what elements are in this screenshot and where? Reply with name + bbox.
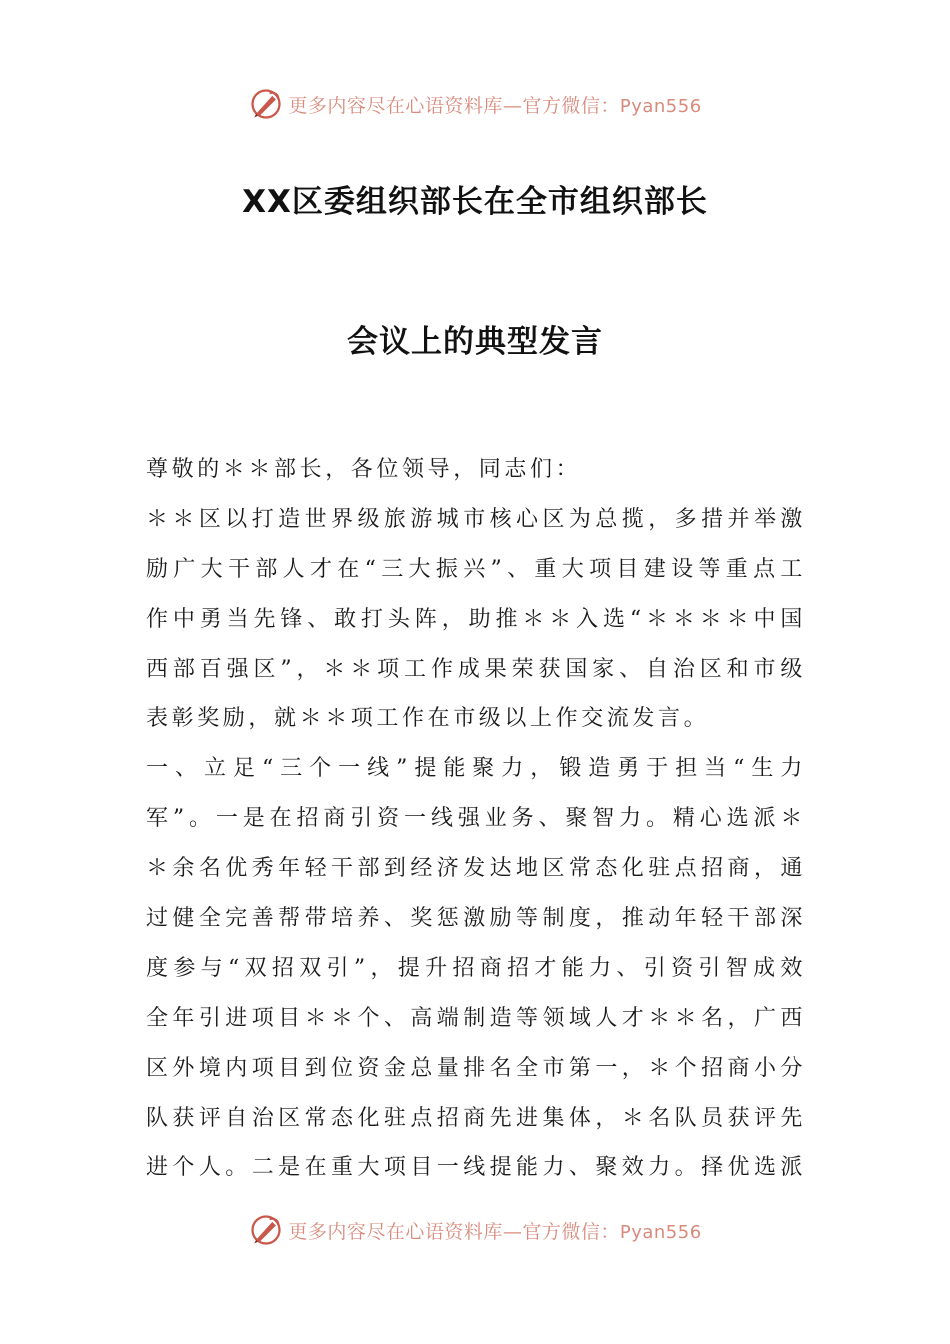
body-line: 区外境内项目到位资金总量排名全市第一，＊个招商小分 — [146, 1055, 806, 1081]
body-line: 全年引进项目＊＊个、高端制造等领域人才＊＊名，广西 — [146, 1005, 806, 1031]
document-body — [146, 445, 806, 1193]
body-line: 作中勇当先锋、敢打头阵，助推＊＊入选“＊＊＊＊中国 — [146, 606, 806, 632]
body-line: 过健全完善帮带培养、奖惩激励等制度，推动年轻干部深 — [146, 906, 806, 932]
body-line: ＊余名优秀年轻干部到经济发达地区常态化驻点招商，通 — [146, 856, 806, 882]
pen-logo-icon — [248, 86, 284, 122]
body-line: 一、立足“三个一线”提能聚力，锻造勇于担当“生力 — [146, 756, 806, 782]
header-watermark — [0, 84, 950, 124]
body-line: 表彰奖励，就＊＊项工作在市级以上作交流发言。 — [146, 706, 710, 732]
body-line: 尊敬的＊＊部长，各位领导，同志们： — [146, 457, 582, 482]
document-title-line-2: 会议上的典型发言 — [347, 324, 603, 360]
body-line: 军”。一是在招商引资一线强业务、聚智力。精心选派＊ — [146, 806, 806, 832]
body-line: 励广大干部人才在“三大振兴”、重大项目建设等重点工 — [146, 556, 806, 582]
body-line: 度参与“双招双引”，提升招商招才能力、引资引智成效 — [146, 955, 806, 981]
watermark-wechat-id: Pyan556 — [619, 1221, 702, 1243]
footer-watermark — [0, 1210, 950, 1250]
body-line: 进个人。二是在重大项目一线提能力、聚效力。择优选派 — [146, 1155, 806, 1181]
body-line: ＊＊区以打造世界级旅游城市核心区为总揽，多措并举激 — [146, 506, 806, 532]
pen-logo-icon — [248, 1212, 284, 1248]
watermark-text: 更多内容尽在心语资料库—官方微信： — [288, 94, 620, 117]
watermark-text: 更多内容尽在心语资料库—官方微信： — [288, 1220, 620, 1243]
document-title-line-1: XX区委组织部长在全市组织部长 — [242, 184, 708, 220]
body-line: 西部百强区”，＊＊项工作成果荣获国家、自治区和市级 — [146, 656, 806, 682]
watermark-wechat-id: Pyan556 — [619, 95, 702, 117]
body-line: 队获评自治区常态化驻点招商先进集体，＊名队员获评先 — [146, 1105, 806, 1131]
